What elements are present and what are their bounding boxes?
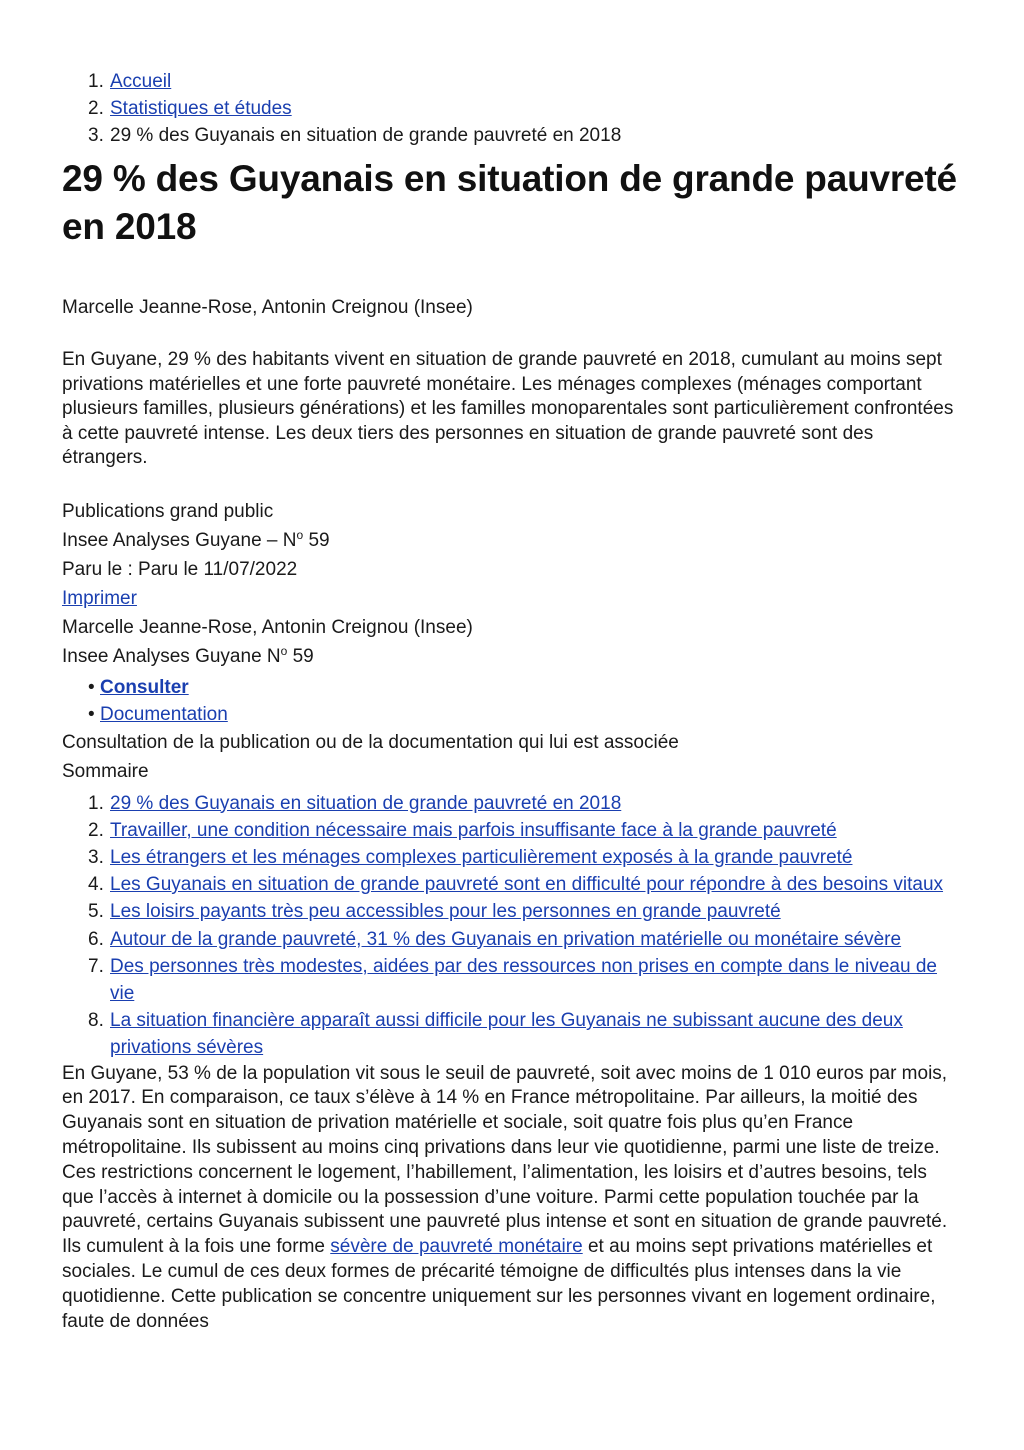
publication-series-repeat bbox=[62, 642, 962, 671]
publication-series bbox=[62, 526, 962, 555]
summary-number: 1. bbox=[88, 792, 104, 814]
article-authors: Marcelle Jeanne-Rose, Antonin Creignou (Insee) bbox=[62, 297, 473, 318]
publication-category: Publications grand public bbox=[62, 500, 274, 522]
summary-link-1[interactable]: 29 % des Guyanais en situation de grande pauvreté en 2018 bbox=[110, 792, 622, 814]
page-title: 29 % des Guyanais en situation de grande pauvreté en 2018 bbox=[62, 158, 957, 247]
body-text-part-2: et au moins sept privations matérielles et sociales. Le cumul de ces deux formes de précarité témoigne de difficultés plus intenses dans la vie quotidienne. Cette publication se concentre uniquement sur les personnes vivant en logement ordinaire, faute de données bbox=[62, 1236, 936, 1332]
series-number-sign: o bbox=[296, 527, 304, 542]
summary-item bbox=[88, 898, 962, 925]
breadcrumb-number: 1. bbox=[88, 71, 104, 92]
breadcrumb-item-current bbox=[88, 122, 962, 149]
summary-link-3[interactable]: Les étrangers et les ménages complexes particulièrement exposés à la grande pauvreté bbox=[110, 846, 853, 868]
summary-item bbox=[88, 790, 962, 817]
summary-link-7[interactable]: Des personnes très modestes, aidées par des ressources non prises en compte dans le niveau de vie bbox=[110, 955, 937, 1004]
summary-item bbox=[88, 953, 962, 1007]
summary-number: 4. bbox=[88, 874, 104, 896]
breadcrumb-link-stats[interactable]: Statistiques et études bbox=[110, 98, 292, 119]
summary-number: 6. bbox=[88, 928, 104, 950]
summary-number: 7. bbox=[88, 955, 104, 977]
summary-item bbox=[88, 1007, 962, 1061]
summary-link-2[interactable]: Travailler, une condition nécessaire mais parfois insuffisante face à la grande pauvreté bbox=[110, 819, 837, 841]
series-label: Insee Analyses Guyane N bbox=[62, 645, 281, 667]
publication-authors: Marcelle Jeanne-Rose, Antonin Creignou (Insee) bbox=[62, 616, 473, 638]
breadcrumb-current-label: 29 % des Guyanais en situation de grande pauvreté en 2018 bbox=[110, 125, 622, 146]
article-body bbox=[62, 1062, 962, 1335]
tabs-description: Consultation de la publication ou de la documentation qui lui est associée bbox=[62, 731, 679, 753]
summary-item bbox=[88, 844, 962, 871]
breadcrumb bbox=[88, 68, 962, 149]
summary-number: 5. bbox=[88, 901, 104, 923]
publication-meta bbox=[62, 497, 962, 671]
print-link[interactable]: Imprimer bbox=[62, 587, 137, 609]
summary-item bbox=[88, 817, 962, 844]
series-number-sign: o bbox=[280, 643, 288, 658]
breadcrumb-number: 2. bbox=[88, 98, 104, 119]
summary-item bbox=[88, 871, 962, 898]
summary-number: 3. bbox=[88, 846, 104, 868]
severe-poverty-link[interactable]: sévère de pauvreté monétaire bbox=[330, 1236, 583, 1258]
summary-number: 2. bbox=[88, 819, 104, 841]
series-number: 59 bbox=[287, 645, 314, 667]
publication-date: Paru le : Paru le 11/07/2022 bbox=[62, 558, 298, 580]
tab-documentation[interactable]: Documentation bbox=[100, 703, 228, 725]
breadcrumb-item-home bbox=[88, 68, 962, 95]
bullet: • bbox=[88, 703, 95, 725]
breadcrumb-link-home[interactable]: Accueil bbox=[110, 71, 172, 92]
summary-link-4[interactable]: Les Guyanais en situation de grande pauvreté sont en difficulté pour répondre à des besoins vitaux bbox=[110, 874, 944, 896]
print-line bbox=[62, 584, 962, 613]
summary-number: 8. bbox=[88, 1010, 104, 1032]
tab-documentation-item bbox=[88, 701, 962, 728]
summary-title: Sommaire bbox=[62, 760, 149, 782]
summary-item bbox=[88, 926, 962, 953]
summary-link-6[interactable]: Autour de la grande pauvreté, 31 % des Guyanais en privation matérielle ou monétaire sévère bbox=[110, 928, 902, 950]
series-label: Insee Analyses Guyane – N bbox=[62, 529, 297, 551]
tab-consult[interactable]: Consulter bbox=[100, 676, 189, 698]
breadcrumb-item-stats bbox=[88, 95, 962, 122]
summary-link-8[interactable]: La situation financière apparaît aussi difficile pour les Guyanais ne subissant aucune des deux privations sévères bbox=[110, 1010, 903, 1059]
summary-list bbox=[88, 790, 962, 1062]
series-number: 59 bbox=[303, 529, 330, 551]
body-text-part-1: En Guyane, 53 % de la population vit sous le seuil de pauvreté, soit avec moins de 1 010 euros par mois, en 2017. En comparaison, ce taux s’élève à 14 % en France métropolitaine. Par ailleurs, la moitié des Guyanais sont en situation de privation matérielle et sociale, soit quatre fois plus qu’en France métropolitaine. Ils subissent au moins cinq privations dans leur vie quotidienne, parmi une liste de treize. Ces restrictions concernent le logement, l’habillement, l’alimentation, les loisirs et d’autres besoins, tels que l’accès à internet à domicile ou la possession d’une voiture. Parmi cette population touchée par la pauvreté, certains Guyanais subissent une pauvreté plus intense et sont en situation de grande pauvreté. Ils cumulent à la fois une forme bbox=[62, 1062, 948, 1258]
bullet: • bbox=[88, 676, 95, 698]
article-lead: En Guyane, 29 % des habitants vivent en situation de grande pauvreté en 2018, cumulant au moins sept privations matérielles et une forte pauvreté monétaire. Les ménages complexes (ménages comportant plusieurs familles, plusieurs générations) et les familles monoparentales sont particulièrement confrontées à cette pauvreté intense. Les deux tiers des personnes en situation de grande pauvreté sont des étrangers. bbox=[62, 349, 954, 468]
breadcrumb-number: 3. bbox=[88, 125, 104, 146]
tab-consult-item bbox=[88, 674, 962, 701]
publication-tabs bbox=[88, 674, 962, 728]
summary-link-5[interactable]: Les loisirs payants très peu accessibles pour les personnes en grande pauvreté bbox=[110, 901, 781, 923]
